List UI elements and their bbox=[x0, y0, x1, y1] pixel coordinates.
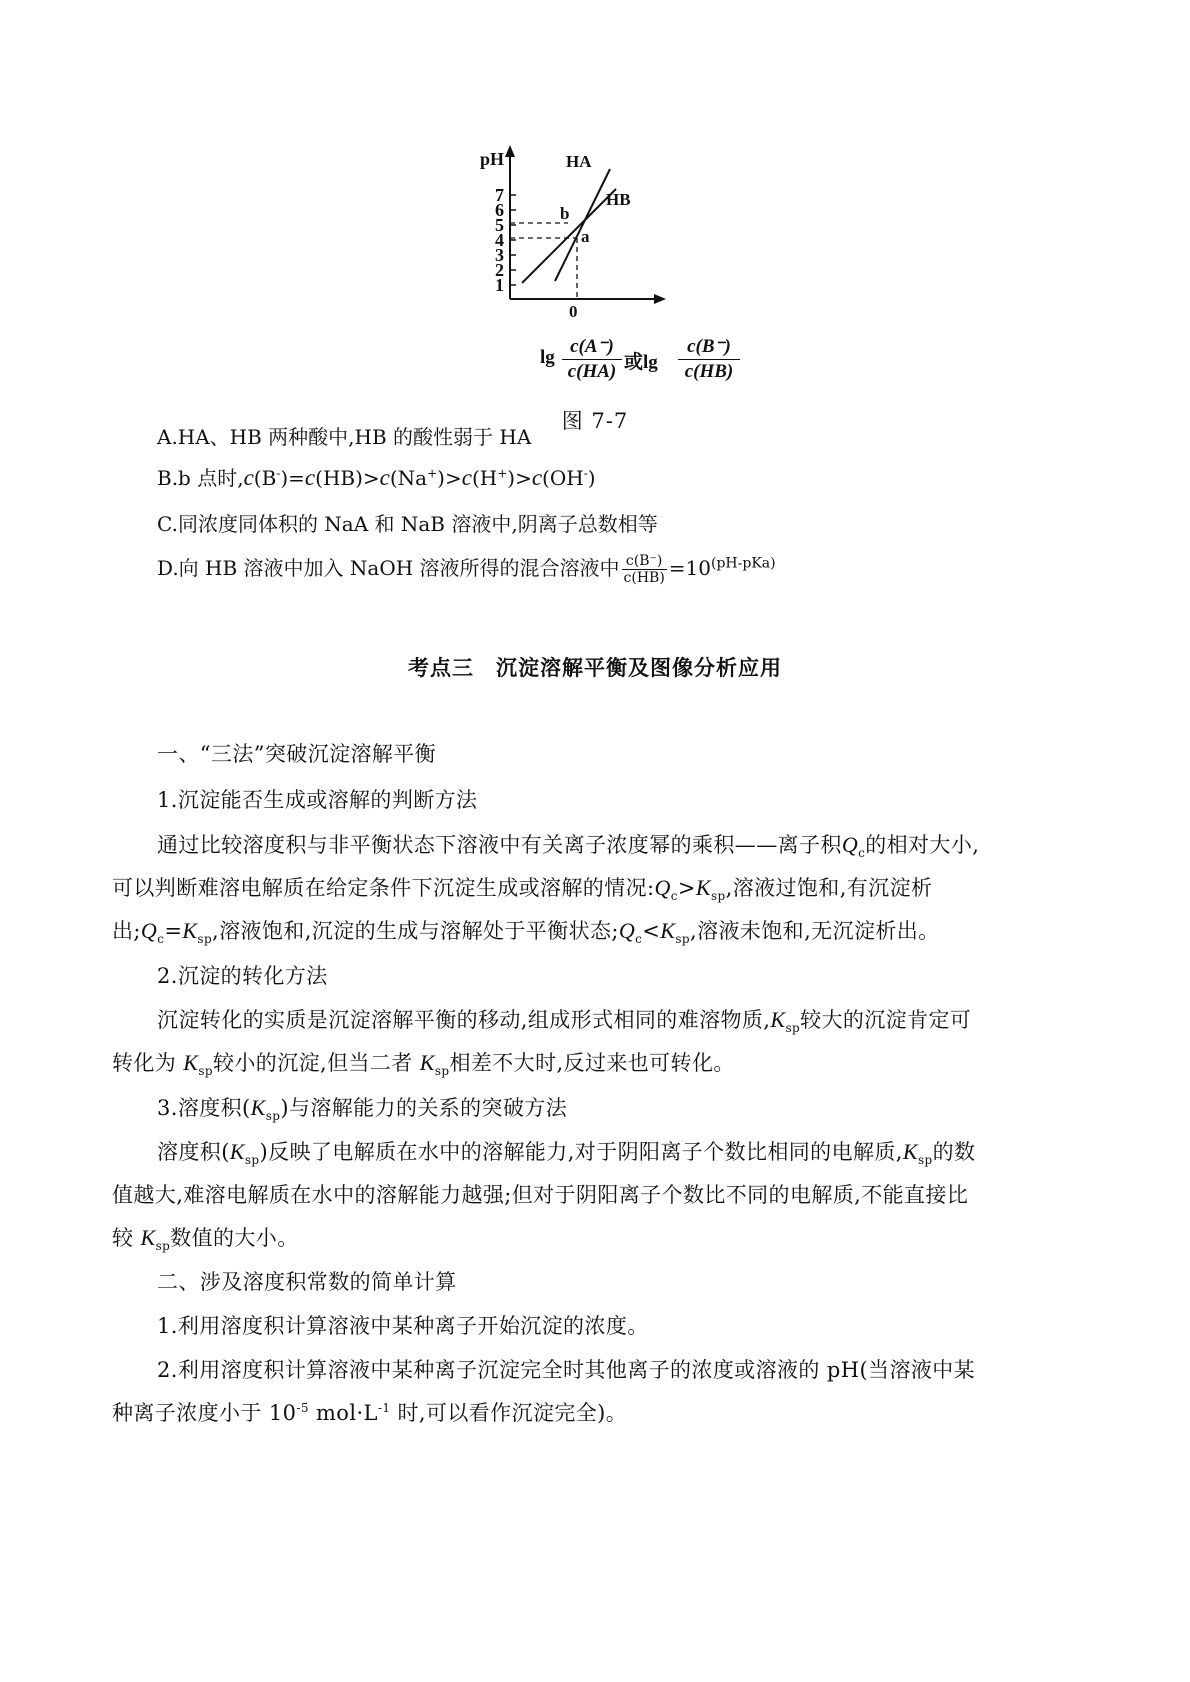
sym-k: K bbox=[250, 1095, 266, 1120]
option-b-c5: c bbox=[531, 465, 543, 490]
option-b-s2: + bbox=[427, 466, 438, 481]
sym-q: Q bbox=[841, 832, 859, 857]
option-d-suffix: =10 bbox=[668, 556, 711, 580]
option-b-p9: ) bbox=[587, 466, 596, 490]
hb-label: HB bbox=[606, 190, 631, 209]
x-label-frac1-num: c(A⁻) bbox=[562, 335, 622, 360]
ha-label: HA bbox=[566, 152, 592, 171]
option-d-frac-den: c(HB) bbox=[623, 570, 665, 586]
sym-gt: > bbox=[677, 876, 696, 900]
option-d bbox=[157, 552, 776, 586]
sym-k-sub: sp bbox=[434, 1064, 450, 1079]
para2-line2-c: 相差不大时,反过来也可转化。 bbox=[449, 1051, 735, 1075]
option-b-s4: - bbox=[583, 466, 588, 481]
ha-line bbox=[555, 169, 610, 281]
exp-minus-5: -5 bbox=[296, 1401, 309, 1415]
origin-label: 0 bbox=[569, 302, 578, 321]
option-b-c1: c bbox=[243, 465, 254, 490]
calc-item-2-line1: 2.利用溶度积计算溶液中某种离子沉淀完全时其他离子的浓度或溶液的 pH(当溶液中某 bbox=[157, 1358, 976, 1382]
section-title: 考点三 沉淀溶解平衡及图像分析应用 bbox=[408, 656, 782, 680]
y-ticks bbox=[495, 185, 516, 295]
option-b-s1: - bbox=[276, 466, 281, 481]
sym-eq: = bbox=[164, 919, 183, 943]
sym-k-sub: sp bbox=[198, 1064, 213, 1079]
para3-line2: 值越大,难溶电解质在水中的溶解能力越强;但对于阴阳离子个数比不同的电解质,不能直接比 bbox=[112, 1183, 969, 1207]
option-b-p8: (OH bbox=[542, 466, 584, 490]
option-b-c4: c bbox=[461, 465, 472, 490]
sym-k-sub: sp bbox=[155, 1239, 171, 1254]
y-tick-label: 4 bbox=[495, 230, 504, 250]
sym-k: K bbox=[229, 1139, 245, 1164]
sym-q-sub: c bbox=[635, 932, 643, 947]
x-axis-label bbox=[540, 335, 740, 390]
sym-k-sub: sp bbox=[244, 1153, 260, 1168]
para1-line2 bbox=[112, 872, 932, 903]
para1-line1-b: 的相对大小, bbox=[865, 833, 980, 857]
option-d-frac-num: c(B⁻) bbox=[622, 553, 667, 570]
calc-item-2-line2 bbox=[112, 1397, 627, 1427]
option-b-prefix: B.b 点时, bbox=[157, 466, 244, 490]
sym-k: K bbox=[140, 1225, 156, 1250]
x-label-lg: lg bbox=[540, 347, 555, 368]
option-b-s3: + bbox=[497, 466, 508, 481]
option-b bbox=[157, 462, 596, 491]
para1-line3 bbox=[112, 915, 940, 946]
sym-k: K bbox=[183, 1050, 199, 1075]
para3-line1-b: )反映了电解质在水中的溶解能力,对于阴阳离子个数比相同的电解质, bbox=[259, 1140, 903, 1164]
y-tick-label: 7 bbox=[495, 185, 504, 205]
para1-line3-a: 出; bbox=[112, 919, 141, 943]
para2-line2-b: 较小的沉淀,但当二者 bbox=[213, 1051, 413, 1075]
exp-minus-1: -1 bbox=[377, 1401, 391, 1415]
sym-k-sub: sp bbox=[710, 889, 726, 904]
option-b-p1: (B bbox=[253, 466, 277, 490]
sym-k: K bbox=[182, 918, 198, 943]
para3-line3 bbox=[112, 1222, 299, 1253]
figure-caption: 图 7-7 bbox=[561, 409, 629, 433]
subheading-3-a: 3.溶度积( bbox=[157, 1096, 251, 1120]
para2-line1-a: 沉淀转化的实质是沉淀溶解平衡的移动,组成形式相同的难溶物质, bbox=[157, 1008, 771, 1032]
y-axis-arrow bbox=[505, 145, 515, 157]
x-axis-arrow bbox=[654, 294, 666, 304]
ph-chart bbox=[480, 145, 680, 335]
para2-line2 bbox=[112, 1047, 735, 1078]
subheading-2: 2.沉淀的转化方法 bbox=[157, 964, 328, 988]
para1-line2-b: ,溶液过饱和,有沉淀析 bbox=[725, 876, 933, 900]
subheading-3 bbox=[157, 1092, 567, 1123]
para1-line1 bbox=[157, 829, 979, 860]
y-axis-label: pH bbox=[480, 149, 505, 169]
option-b-c3: c bbox=[379, 465, 390, 490]
para1-line1-a: 通过比较溶度积与非平衡状态下溶液中有关离子浓度幂的乘积——离子积 bbox=[157, 833, 842, 857]
para3-line3-a: 较 bbox=[112, 1226, 134, 1250]
x-label-fraction-a bbox=[562, 335, 622, 383]
option-d-prefix: D.向 HB 溶液中加入 NaOH 溶液所得的混合溶液中 bbox=[157, 556, 620, 580]
y-tick-label: 5 bbox=[495, 215, 504, 235]
x-label-or: 或lg bbox=[624, 352, 658, 373]
sym-lt: < bbox=[642, 919, 661, 943]
sym-k-sub: sp bbox=[785, 1021, 801, 1036]
point-b-label: b bbox=[560, 204, 570, 223]
calc-item-2-line2-b: mol·L bbox=[315, 1401, 378, 1425]
y-tick-label: 6 bbox=[495, 200, 504, 220]
sym-k: K bbox=[770, 1007, 786, 1032]
sym-q: Q bbox=[654, 875, 671, 900]
option-b-p5: )> bbox=[437, 466, 462, 490]
para3-line1-a: 溶度积( bbox=[157, 1140, 230, 1164]
heading-1: 一、“三法”突破沉淀溶解平衡 bbox=[157, 742, 437, 766]
subheading-1: 1.沉淀能否生成或溶解的判断方法 bbox=[157, 788, 478, 812]
sym-q: Q bbox=[140, 918, 158, 943]
option-b-p3: (HB)> bbox=[315, 466, 380, 490]
sym-q-sub: c bbox=[157, 932, 165, 947]
x-label-fraction-b bbox=[678, 335, 740, 383]
option-b-p7: )> bbox=[507, 466, 532, 490]
para3-line1-c: 的数 bbox=[932, 1140, 976, 1164]
para2-line1 bbox=[157, 1004, 971, 1035]
x-label-frac2-den: c(HB) bbox=[684, 361, 734, 382]
heading-2: 二、涉及溶度积常数的简单计算 bbox=[157, 1270, 457, 1294]
sym-k-sub: sp bbox=[675, 932, 690, 947]
y-tick-label: 1 bbox=[495, 275, 504, 295]
subheading-3-b: )与溶解能力的关系的突破方法 bbox=[280, 1096, 568, 1120]
option-b-p2: )= bbox=[280, 466, 305, 490]
sym-k: K bbox=[695, 875, 711, 900]
calc-item-1: 1.利用溶度积计算溶液中某种离子开始沉淀的浓度。 bbox=[157, 1314, 649, 1338]
para2-line2-a: 转化为 bbox=[112, 1051, 177, 1075]
calc-item-2-line2-a: 种离子浓度小于 10 bbox=[112, 1401, 297, 1425]
sym-k-sub: sp bbox=[917, 1153, 933, 1168]
point-a-label: a bbox=[581, 227, 590, 246]
option-a: A.HA、HB 两种酸中,HB 的酸性弱于 HA bbox=[157, 425, 532, 449]
para3-line1 bbox=[157, 1136, 975, 1167]
sym-k: K bbox=[660, 918, 676, 943]
para1-line3-c: ,溶液未饱和,无沉淀析出。 bbox=[690, 919, 940, 943]
sym-q-sub: c bbox=[670, 889, 678, 904]
x-label-frac1-den: c(HA) bbox=[567, 361, 617, 382]
y-tick-label: 3 bbox=[495, 245, 504, 265]
option-d-fraction bbox=[622, 553, 667, 586]
sym-q-sub: c bbox=[858, 846, 866, 861]
para3-line3-b: 数值的大小。 bbox=[170, 1226, 299, 1250]
y-tick-label: 2 bbox=[495, 260, 504, 280]
sym-k-sub: sp bbox=[265, 1109, 281, 1124]
sym-k: K bbox=[902, 1139, 918, 1164]
para2-line1-b: 较大的沉淀肯定可 bbox=[800, 1008, 972, 1032]
sym-q: Q bbox=[618, 918, 636, 943]
option-b-p6: (H bbox=[471, 466, 498, 490]
option-d-exp: (pH-pKa) bbox=[711, 555, 776, 572]
sym-k-sub: sp bbox=[197, 932, 213, 947]
calc-item-2-line2-c: 时,可以看作沉淀完全)。 bbox=[397, 1401, 628, 1425]
para1-line3-b: ,溶液饱和,沉淀的生成与溶解处于平衡状态; bbox=[212, 919, 619, 943]
sym-k: K bbox=[419, 1050, 435, 1075]
para1-line2-a: 可以判断难溶电解质在给定条件下沉淀生成或溶解的情况: bbox=[112, 876, 655, 900]
option-c: C.同浓度同体积的 NaA 和 NaB 溶液中,阴离子总数相等 bbox=[157, 512, 658, 536]
option-b-c2: c bbox=[304, 465, 316, 490]
option-b-p4: (Na bbox=[389, 466, 428, 490]
x-label-frac2-num: c(B⁻) bbox=[678, 335, 740, 360]
